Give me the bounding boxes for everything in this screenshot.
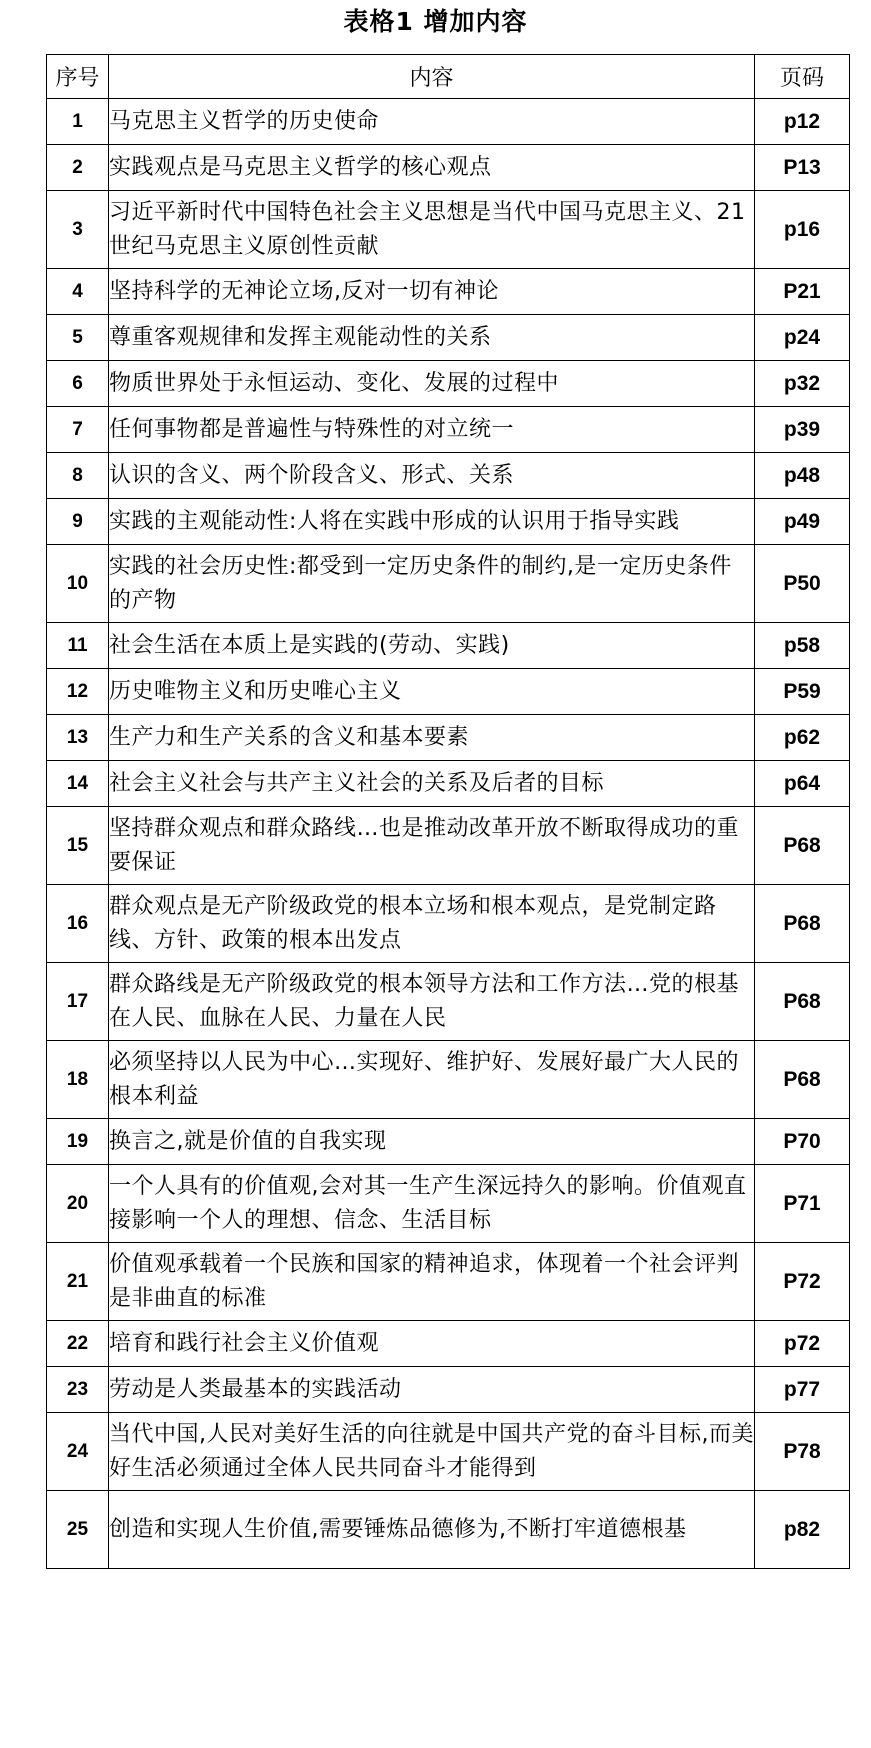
row-page: P72 — [755, 1243, 850, 1321]
row-content: 历史唯物主义和历史唯心主义 — [109, 669, 755, 715]
row-content: 社会生活在本质上是实践的(劳动、实践) — [109, 623, 755, 669]
row-content: 坚持科学的无神论立场,反对一切有神论 — [109, 269, 755, 315]
row-number: 6 — [47, 361, 109, 407]
row-content: 群众路线是无产阶级政党的根本领导方法和工作方法…党的根基在人民、血脉在人民、力量在人民 — [109, 963, 755, 1041]
table-row — [47, 715, 850, 761]
row-content: 尊重客观规律和发挥主观能动性的关系 — [109, 315, 755, 361]
row-page: P50 — [755, 545, 850, 623]
table-row — [47, 1491, 850, 1569]
table-row — [47, 1243, 850, 1321]
table-row — [47, 623, 850, 669]
table-row — [47, 963, 850, 1041]
row-page: p12 — [755, 99, 850, 145]
row-content: 培育和践行社会主义价值观 — [109, 1321, 755, 1367]
row-content: 任何事物都是普遍性与特殊性的对立统一 — [109, 407, 755, 453]
row-number: 21 — [47, 1243, 109, 1321]
row-number: 16 — [47, 885, 109, 963]
row-page: p77 — [755, 1367, 850, 1413]
row-content: 社会主义社会与共产主义社会的关系及后者的目标 — [109, 761, 755, 807]
table-row — [47, 315, 850, 361]
row-content: 认识的含义、两个阶段含义、形式、关系 — [109, 453, 755, 499]
row-content: 价值观承载着一个民族和国家的精神追求，体现着一个社会评判是非曲直的标准 — [109, 1243, 755, 1321]
table-row — [47, 191, 850, 269]
row-page: p72 — [755, 1321, 850, 1367]
content-table — [46, 54, 850, 1569]
row-page: P13 — [755, 145, 850, 191]
row-page: p62 — [755, 715, 850, 761]
row-page: p48 — [755, 453, 850, 499]
table-row — [47, 1413, 850, 1491]
table-row — [47, 453, 850, 499]
row-content: 坚持群众观点和群众路线…也是推动改革开放不断取得成功的重要保证 — [109, 807, 755, 885]
row-page: p64 — [755, 761, 850, 807]
row-content: 马克思主义哲学的历史使命 — [109, 99, 755, 145]
table-header-row — [47, 55, 850, 99]
row-number: 2 — [47, 145, 109, 191]
row-content: 实践观点是马克思主义哲学的核心观点 — [109, 145, 755, 191]
table-row — [47, 1321, 850, 1367]
row-page: P68 — [755, 885, 850, 963]
table-row — [47, 1165, 850, 1243]
table-row — [47, 407, 850, 453]
row-content: 生产力和生产关系的含义和基本要素 — [109, 715, 755, 761]
row-content: 劳动是人类最基本的实践活动 — [109, 1367, 755, 1413]
row-number: 24 — [47, 1413, 109, 1491]
row-page: p39 — [755, 407, 850, 453]
header-page: 页码 — [755, 55, 850, 99]
row-content: 群众观点是无产阶级政党的根本立场和根本观点，是党制定路线、方针、政策的根本出发点 — [109, 885, 755, 963]
row-number: 20 — [47, 1165, 109, 1243]
row-page: P78 — [755, 1413, 850, 1491]
row-page: P59 — [755, 669, 850, 715]
table-row — [47, 1041, 850, 1119]
row-content: 必须坚持以人民为中心…实现好、维护好、发展好最广大人民的根本利益 — [109, 1041, 755, 1119]
row-number: 22 — [47, 1321, 109, 1367]
row-number: 10 — [47, 545, 109, 623]
row-number: 8 — [47, 453, 109, 499]
row-content: 当代中国,人民对美好生活的向往就是中国共产党的奋斗目标,而美好生活必须通过全体人民共同奋斗才能得到 — [109, 1413, 755, 1491]
table-title: 表格1 增加内容 — [343, 7, 528, 36]
row-number: 15 — [47, 807, 109, 885]
row-content: 创造和实现人生价值,需要锤炼品德修为,不断打牢道德根基 — [109, 1491, 755, 1569]
row-number: 1 — [47, 99, 109, 145]
row-page: p24 — [755, 315, 850, 361]
row-content: 实践的社会历史性:都受到一定历史条件的制约,是一定历史条件的产物 — [109, 545, 755, 623]
table-row — [47, 499, 850, 545]
row-number: 14 — [47, 761, 109, 807]
table-row — [47, 669, 850, 715]
row-page: p16 — [755, 191, 850, 269]
table-row — [47, 145, 850, 191]
table-row — [47, 807, 850, 885]
row-page: p82 — [755, 1491, 850, 1569]
row-number: 18 — [47, 1041, 109, 1119]
table-row — [47, 1367, 850, 1413]
row-page: p58 — [755, 623, 850, 669]
table-row — [47, 545, 850, 623]
row-page: P21 — [755, 269, 850, 315]
row-number: 25 — [47, 1491, 109, 1569]
row-number: 7 — [47, 407, 109, 453]
table-row — [47, 761, 850, 807]
row-content: 一个人具有的价值观,会对其一生产生深远持久的影响。价值观直接影响一个人的理想、信念、生活目标 — [109, 1165, 755, 1243]
row-number: 5 — [47, 315, 109, 361]
table-row — [47, 99, 850, 145]
table-row — [47, 1119, 850, 1165]
row-number: 19 — [47, 1119, 109, 1165]
row-number: 9 — [47, 499, 109, 545]
header-content: 内容 — [109, 55, 755, 99]
row-number: 3 — [47, 191, 109, 269]
row-page: P70 — [755, 1119, 850, 1165]
table-row — [47, 269, 850, 315]
row-number: 12 — [47, 669, 109, 715]
table-row — [47, 361, 850, 407]
row-page: P68 — [755, 963, 850, 1041]
table-row — [47, 885, 850, 963]
row-number: 13 — [47, 715, 109, 761]
row-content: 习近平新时代中国特色社会主义思想是当代中国马克思主义、21 世纪马克思主义原创性贡献 — [109, 191, 755, 269]
row-page: P68 — [755, 1041, 850, 1119]
row-number: 17 — [47, 963, 109, 1041]
row-page: P71 — [755, 1165, 850, 1243]
row-number: 4 — [47, 269, 109, 315]
row-content: 换言之,就是价值的自我实现 — [109, 1119, 755, 1165]
row-number: 23 — [47, 1367, 109, 1413]
row-page: P68 — [755, 807, 850, 885]
row-page: p49 — [755, 499, 850, 545]
header-no: 序号 — [47, 55, 109, 99]
row-content: 物质世界处于永恒运动、变化、发展的过程中 — [109, 361, 755, 407]
row-number: 11 — [47, 623, 109, 669]
row-page: p32 — [755, 361, 850, 407]
row-content: 实践的主观能动性:人将在实践中形成的认识用于指导实践 — [109, 499, 755, 545]
